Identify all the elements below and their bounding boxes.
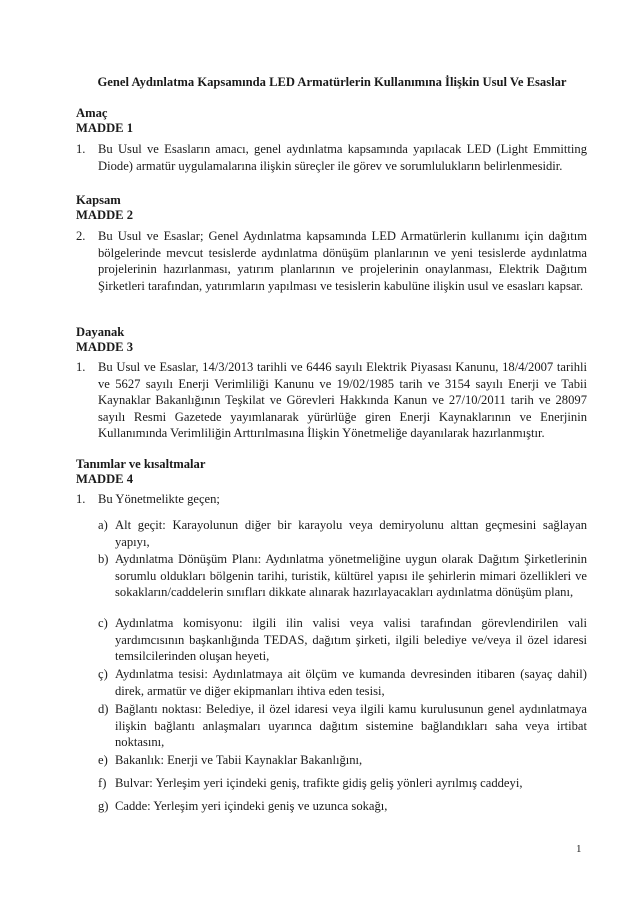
definitions-intro: Bu Yönetmelikte geçen;: [98, 492, 220, 506]
definition-label: f): [98, 776, 107, 790]
page-number: 1: [576, 843, 582, 855]
definition-label: d): [98, 702, 109, 716]
paragraph-number: 1.: [76, 492, 86, 506]
definition-label: g): [98, 799, 109, 813]
purpose-paragraph: Bu Usul ve Esasların amacı, genel aydınlatma kapsamında yapılacak LED (Light Emmitting Diode) armatür uygulamalarına ilişkin süreçler ile görev ve sorumlulukların belirlenmesidir.: [98, 142, 587, 173]
section-heading-amac: Amaç: [76, 106, 108, 120]
definition-label: e): [98, 753, 108, 767]
paragraph-number: 2.: [76, 229, 86, 243]
scope-paragraph: Bu Usul ve Esaslar; Genel Aydınlatma kapsamında LED Armatürlerin kullanımı için dağıtım bölgelerinde mevcut tesislerde aydınlatma dönüşüm planlarının ve yeni tesislerde aydınlatma projelerinin hazırlanması, yatırım planlarının ve projelerinin onaylanması, Elektrik Dağıtım Şirketleri tarafından, yatırımların yapılması ve tesislerin kabulüne ilişkin usul ve esasları kapsar.: [98, 229, 587, 293]
definition-item: Aydınlatma Dönüşüm Planı: Aydınlatma yönetmeliğine uygun olarak Dağıtım Şirketlerinin sorumlu oldukları bölgenin tarihi, turistik, kültürel yapısı ile şehirlerin mimari özellikleri ve sokakların/caddelerin sınıfları dikkate alınarak hazırlayacakları aydınlatma dönüşüm planı,: [115, 552, 587, 600]
definition-label: a): [98, 518, 108, 532]
article-label-2: MADDE 2: [76, 208, 134, 222]
article-label-1: MADDE 1: [76, 121, 134, 135]
article-label-4: MADDE 4: [76, 472, 134, 486]
section-heading-dayanak: Dayanak: [76, 325, 125, 339]
definition-label: b): [98, 552, 109, 566]
definition-item: Aydınlatma tesisi: Aydınlatmaya ait ölçüm ve kumanda devresinden itibaren (sayaç dahil) direk, armatür ve diğer ekipmanları ihtiva eden tesisi,: [115, 667, 587, 698]
definition-item: Bağlantı noktası: Belediye, il özel idaresi veya ilgili kamu kurulusunun genel aydınlatmaya ilişkin bağlantı anlaşmaları uyarınca dağıtım sistemine bağlandıkları saha veya irtibat noktasını,: [115, 702, 587, 750]
paragraph-number: 1.: [76, 142, 86, 156]
definition-item: Bulvar: Yerleşim yeri içindeki geniş, trafikte gidiş geliş yönleri ayrılmış caddeyi,: [115, 776, 523, 790]
definition-item: Aydınlatma komisyonu: ilgili ilin valisi veya valisi tarafından görevlendirilen vali yardımcısının başkanlığında TEDAS, dağıtım şirketi, ilgili belediye ve/veya il özel idaresi temsilcilerinden oluşan heyeti,: [115, 616, 587, 664]
definition-label: c): [98, 616, 108, 630]
definition-label: ç): [98, 667, 108, 681]
definition-item: Bakanlık: Enerji ve Tabii Kaynaklar Bakanlığını,: [115, 753, 363, 767]
section-heading-tanimlar: Tanımlar ve kısaltmalar: [76, 457, 206, 471]
definition-item: Cadde: Yerleşim yeri içindeki geniş ve uzunca sokağı,: [115, 799, 388, 813]
document-title: Genel Aydınlatma Kapsamında LED Armatürlerin Kullanımına İlişkin Usul Ve Esaslar: [97, 75, 567, 89]
paragraph-number: 1.: [76, 360, 86, 374]
definition-item: Alt geçit: Karayolunun diğer bir karayolu veya demiryolunu alttan geçmesini sağlayan yapıyı,: [115, 518, 587, 549]
section-heading-kapsam: Kapsam: [76, 193, 121, 207]
basis-paragraph: Bu Usul ve Esaslar, 14/3/2013 tarihli ve 6446 sayılı Elektrik Piyasası Kanunu, 18/4/2007 tarihli ve 5627 sayılı Enerji Verimliliği Kanunu ve 19/02/1985 tarih ve 3154 sayılı Enerji ve Tabii Kaynaklar Bakanlığının Teşkilat ve Görevleri Hakkında Kanun ve 27/10/2011 tarih ve 28097 sayılı Resmi Gazetede yayımlanarak yürürlüğe giren Enerji Kaynaklarının ve Enerjinin Kullanımında Verimliliğin Arttırılmasına İlişkin Yönetmeliğe dayanılarak hazırlanmıştır.: [98, 360, 587, 441]
article-label-3: MADDE 3: [76, 340, 134, 354]
